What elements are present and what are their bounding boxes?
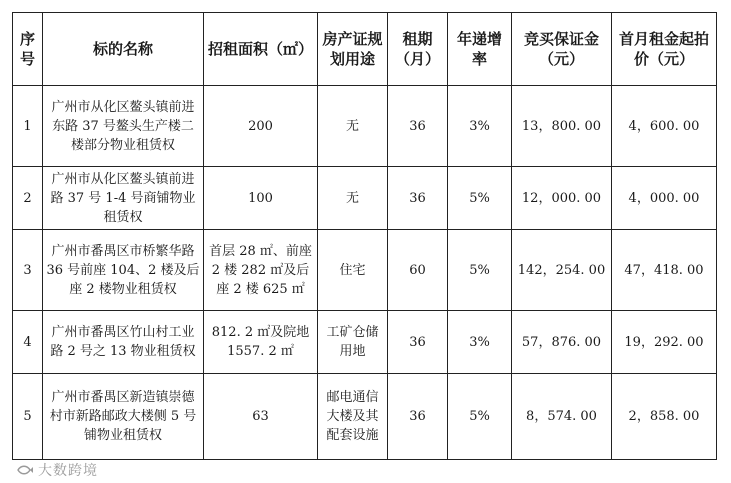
cell-usage: 无 bbox=[318, 167, 388, 230]
cell-term: 60 bbox=[388, 230, 448, 311]
cell-rent: 4，600. 00 bbox=[612, 86, 717, 167]
header-area: 招租面积（㎡） bbox=[204, 13, 318, 86]
cell-index: 4 bbox=[13, 311, 43, 374]
cell-rate: 3% bbox=[448, 86, 512, 167]
cell-index: 2 bbox=[13, 167, 43, 230]
header-index: 序号 bbox=[13, 13, 43, 86]
table-header-row bbox=[13, 13, 717, 86]
cell-term: 36 bbox=[388, 167, 448, 230]
cell-rent: 2，858. 00 bbox=[612, 374, 717, 460]
cell-name: 广州市番禺区新造镇崇德村市新路邮政大楼侧 5 号铺物业租赁权 bbox=[43, 374, 204, 460]
cell-index: 5 bbox=[13, 374, 43, 460]
cell-area: 812. 2 ㎡及院地 1557. 2 ㎡ bbox=[204, 311, 318, 374]
cell-term: 36 bbox=[388, 86, 448, 167]
header-rent: 首月租金起拍价（元） bbox=[612, 13, 717, 86]
cell-usage: 邮电通信大楼及其配套设施 bbox=[318, 374, 388, 460]
watermark-text: 大数跨境 bbox=[38, 463, 98, 479]
header-name: 标的名称 bbox=[43, 13, 204, 86]
cell-name: 广州市番禺区市桥繁华路 36 号前座 104、2 楼及后座 2 楼物业租赁权 bbox=[43, 230, 204, 311]
cell-deposit: 13，800. 00 bbox=[512, 86, 612, 167]
table-row bbox=[13, 311, 717, 374]
cell-deposit: 142，254. 00 bbox=[512, 230, 612, 311]
cell-deposit: 12，000. 00 bbox=[512, 167, 612, 230]
cell-rent: 19，292. 00 bbox=[612, 311, 717, 374]
cell-term: 36 bbox=[388, 311, 448, 374]
cell-deposit: 57，876. 00 bbox=[512, 311, 612, 374]
table-row bbox=[13, 167, 717, 230]
header-deposit: 竞买保证金（元） bbox=[512, 13, 612, 86]
lease-auction-table bbox=[12, 12, 717, 460]
cell-usage: 住宅 bbox=[318, 230, 388, 311]
cell-area: 200 bbox=[204, 86, 318, 167]
header-term: 租期（月） bbox=[388, 13, 448, 86]
cell-name: 广州市番禺区竹山村工业路 2 号之 13 物业租赁权 bbox=[43, 311, 204, 374]
cell-name: 广州市从化区鳌头镇前进路 37 号 1-4 号商铺物业租赁权 bbox=[43, 167, 204, 230]
header-usage: 房产证规划用途 bbox=[318, 13, 388, 86]
cell-rate: 5% bbox=[448, 167, 512, 230]
fish-logo-icon bbox=[16, 464, 34, 476]
cell-rent: 4，000. 00 bbox=[612, 167, 717, 230]
cell-area: 首层 28 ㎡、前座 2 楼 282 ㎡及后座 2 楼 625 ㎡ bbox=[204, 230, 318, 311]
cell-rent: 47，418. 00 bbox=[612, 230, 717, 311]
cell-rate: 5% bbox=[448, 230, 512, 311]
cell-name: 广州市从化区鳌头镇前进东路 37 号鳌头生产楼二楼部分物业租赁权 bbox=[43, 86, 204, 167]
table-row bbox=[13, 86, 717, 167]
table-row bbox=[13, 230, 717, 311]
cell-usage: 工矿仓储用地 bbox=[318, 311, 388, 374]
cell-deposit: 8，574. 00 bbox=[512, 374, 612, 460]
header-rate: 年递增率 bbox=[448, 13, 512, 86]
cell-term: 36 bbox=[388, 374, 448, 460]
cell-index: 1 bbox=[13, 86, 43, 167]
table-row bbox=[13, 374, 717, 460]
cell-index: 3 bbox=[13, 230, 43, 311]
cell-rate: 5% bbox=[448, 374, 512, 460]
cell-usage: 无 bbox=[318, 86, 388, 167]
cell-rate: 3% bbox=[448, 311, 512, 374]
cell-area: 63 bbox=[204, 374, 318, 460]
watermark bbox=[16, 460, 98, 480]
cell-area: 100 bbox=[204, 167, 318, 230]
